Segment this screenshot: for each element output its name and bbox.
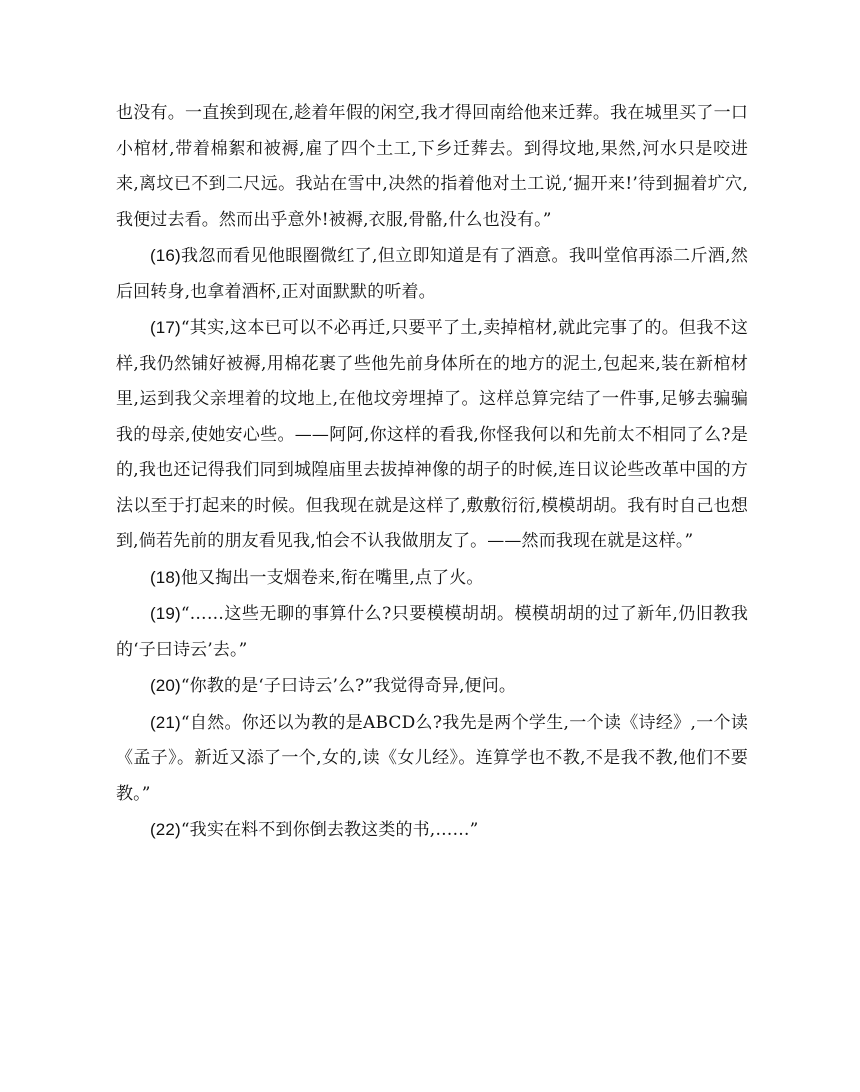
paragraph-number: (17) (150, 318, 181, 337)
paragraph-text: “……这些无聊的事算什么?只要模模胡胡。模模胡胡的过了新年,仍旧教我的‘子曰诗云’去。” (116, 604, 748, 660)
paragraph-number: (18) (150, 567, 181, 587)
paragraph-text: 我忽而看见他眼圈微红了,但立即知道是有了酒意。我叫堂倌再添二斤酒,然后回转身,也拿着酒杯,正对面默默的听着。 (116, 246, 748, 302)
paragraph-21 (116, 705, 748, 813)
paragraph-continued (116, 96, 748, 238)
paragraph-16 (116, 238, 748, 310)
paragraph-text: 也没有。一直挨到现在,趁着年假的闲空,我才得回南给他来迁葬。我在城里买了一口小棺材,带着棉絮和被褥,雇了四个土工,下乡迁葬去。到得坟地,果然,河水只是咬进来,离坟已不到二尺远。我站在雪中,决然的指着他对土工说,‘掘开来!’待到掘着圹穴,我便过去看。然而出乎意外!被褥,衣服,骨骼,什么也没有。” (116, 103, 748, 230)
paragraph-text: “我实在料不到你倒去教这类的书,……” (180, 820, 479, 840)
paragraph-17 (116, 310, 748, 560)
paragraph-text: “自然。你还以为教的是ABCD么?我先是两个学生,一个读《诗经》,一个读《孟子》。新近又添了一个,女的,读《女儿经》。连算学也不教,不是我不教,他们不要教。” (116, 712, 748, 804)
paragraph-number: (20) (150, 676, 181, 695)
paragraph-number: (21) (150, 712, 181, 732)
paragraph-text: “其实,这本已可以不必再迁,只要平了土,卖掉棺材,就此完事了的。但我不这样,我仍然铺好被褥,用棉花裹了些他先前身体所在的地方的泥土,包起来,装在新棺材里,运到我父亲埋着的坟地上,在他坟旁埋掉了。这样总算完结了一件事,足够去骗骗我的母亲,使她安心些。——阿阿,你这样的看我,你怪我何以和先前太不相同了么?是的,我也还记得我们同到城隍庙里去拔掉神像的胡子的时候,连日议论些改革中国的方法以至于打起来的时候。但我现在就是这样了,敷敷衍衍,模模胡胡。我有时自己也想到,倘若先前的朋友看见我,怕会不认我做朋友了。——然而我现在就是这样。” (116, 318, 748, 551)
paragraph-22 (116, 812, 748, 849)
paragraph-number: (19) (150, 604, 181, 623)
paragraph-number: (16) (150, 246, 181, 265)
paragraph-number: (22) (150, 820, 181, 839)
paragraph-18 (116, 560, 748, 597)
document-body (116, 96, 748, 849)
paragraph-text: 他又掏出一支烟卷来,衔在嘴里,点了火。 (180, 567, 484, 588)
paragraph-19 (116, 596, 748, 668)
paragraph-20 (116, 668, 748, 705)
paragraph-text: “你教的是‘子曰诗云’么?”我觉得奇异,便问。 (180, 676, 517, 696)
